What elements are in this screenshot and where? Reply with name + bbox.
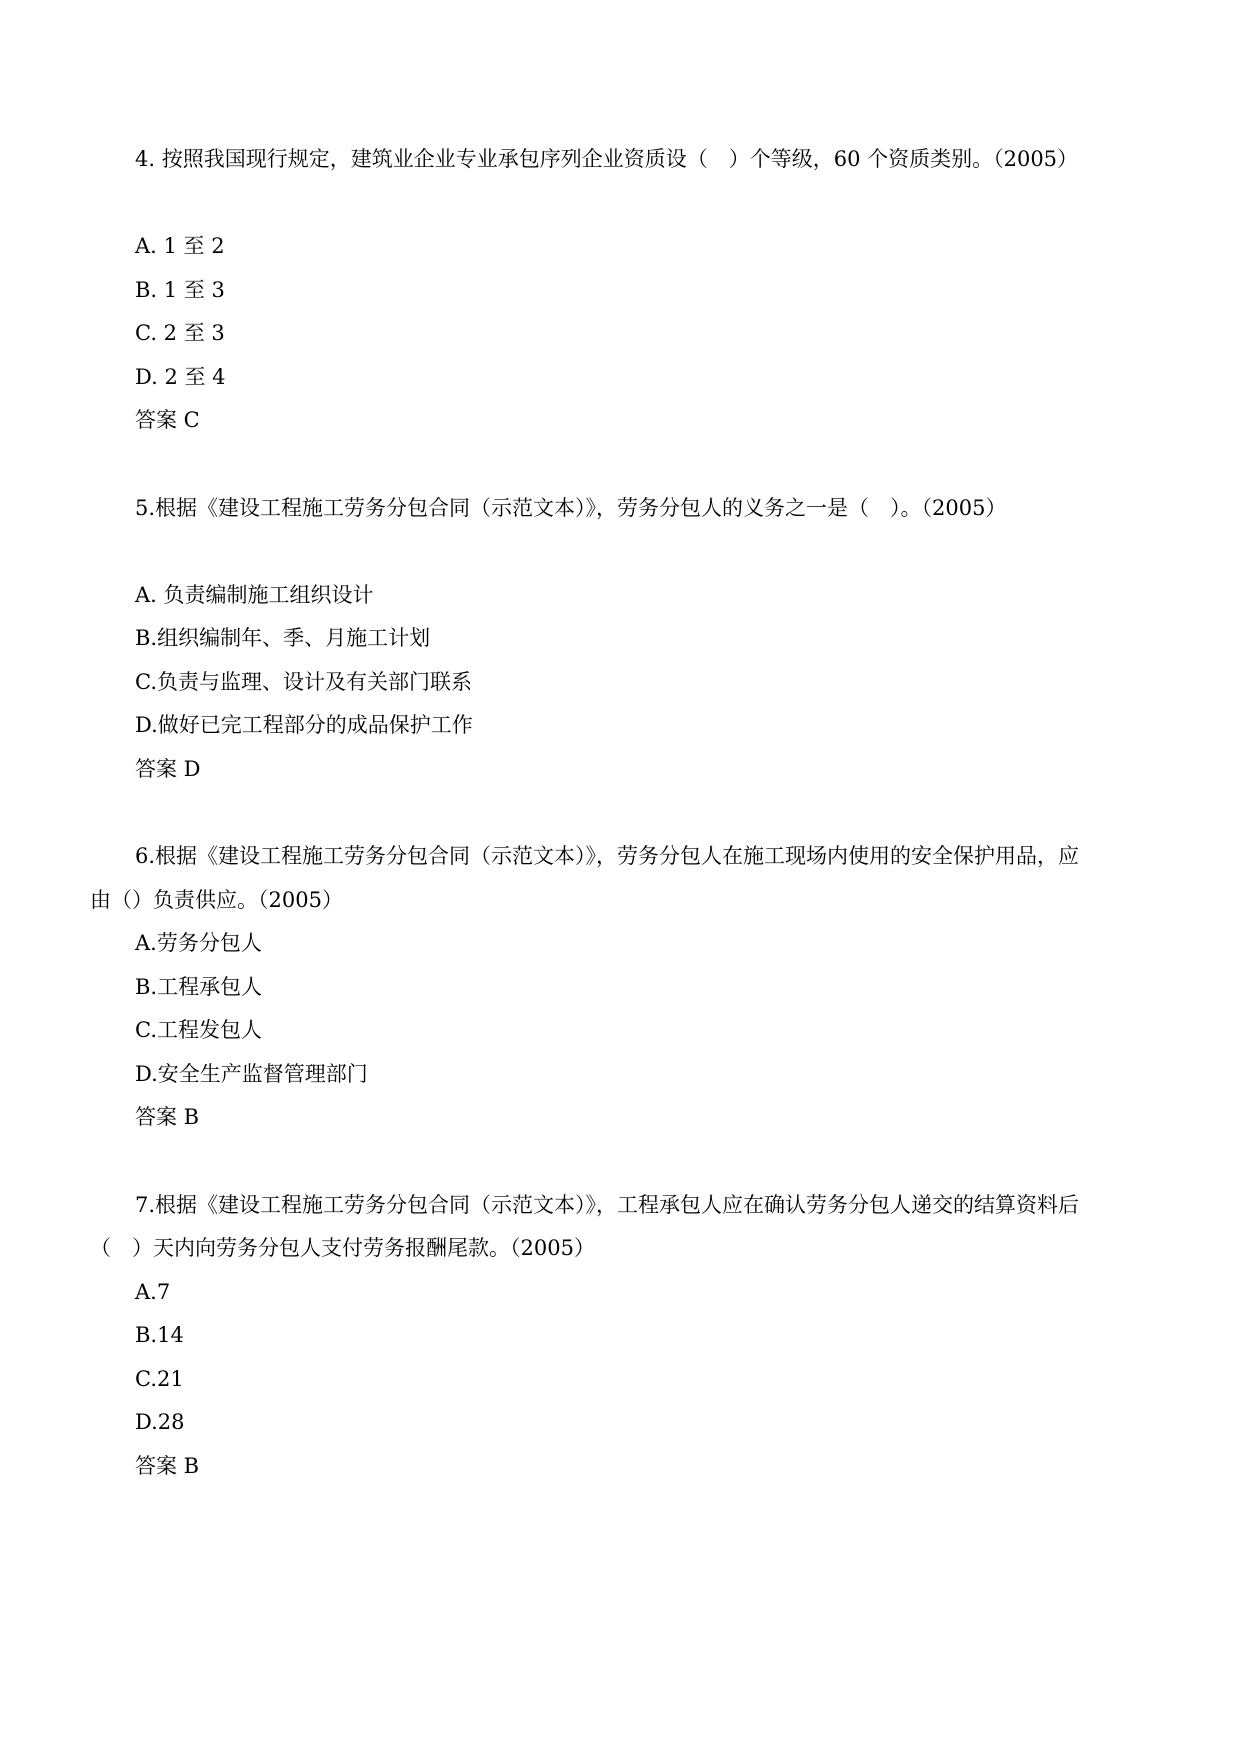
question-7-option-c: C.21	[135, 1367, 184, 1391]
question-6-option-a: A.劳务分包人	[135, 931, 262, 955]
question-4-option-d: D. 2 至 4	[135, 365, 226, 389]
question-7-stem-line-2: （ ）天内向劳务分包人支付劳务报酬尾款。（2005）	[90, 1236, 595, 1260]
question-7-option-a: A.7	[135, 1280, 171, 1304]
question-5-stem: 5.根据《建设工程施工劳务分包合同（示范文本）》，劳务分包人的义务之一是（ ）。（2005）	[135, 496, 1007, 520]
question-6-option-b: B.工程承包人	[135, 975, 263, 999]
question-7-option-b: B.14	[135, 1323, 184, 1347]
question-6-answer: 答案 B	[135, 1105, 200, 1129]
question-4-option-c: C. 2 至 3	[135, 321, 225, 345]
question-5-option-b: B.组织编制年、季、月施工计划	[135, 626, 431, 650]
question-4-option-a: A. 1 至 2	[135, 234, 225, 258]
question-4-answer: 答案 C	[135, 408, 200, 432]
question-4-stem: 4. 按照我国现行规定，建筑业企业专业承包序列企业资质设（ ）个等级，60 个资质类别。（2005）	[135, 147, 1079, 171]
question-5-answer: 答案 D	[135, 757, 201, 781]
question-7-option-d: D.28	[135, 1410, 185, 1434]
question-4-option-b: B. 1 至 3	[135, 278, 225, 302]
question-7-answer: 答案 B	[135, 1454, 200, 1478]
question-6-stem-line-1: 6.根据《建设工程施工劳务分包合同（示范文本）》，劳务分包人在施工现场内使用的安全保护用品，应	[135, 844, 1080, 868]
question-5-option-d: D.做好已完工程部分的成品保护工作	[135, 713, 473, 737]
question-6-option-c: C.工程发包人	[135, 1018, 262, 1042]
question-6-option-d: D.安全生产监督管理部门	[135, 1062, 368, 1086]
question-5-option-c: C.负责与监理、设计及有关部门联系	[135, 670, 472, 694]
question-5-option-a: A. 负责编制施工组织设计	[135, 583, 374, 607]
question-6-stem-line-2: 由（）负责供应。（2005）	[90, 888, 343, 912]
question-7-stem-line-1: 7.根据《建设工程施工劳务分包合同（示范文本）》，工程承包人应在确认劳务分包人递交的结算资料后	[135, 1193, 1080, 1217]
